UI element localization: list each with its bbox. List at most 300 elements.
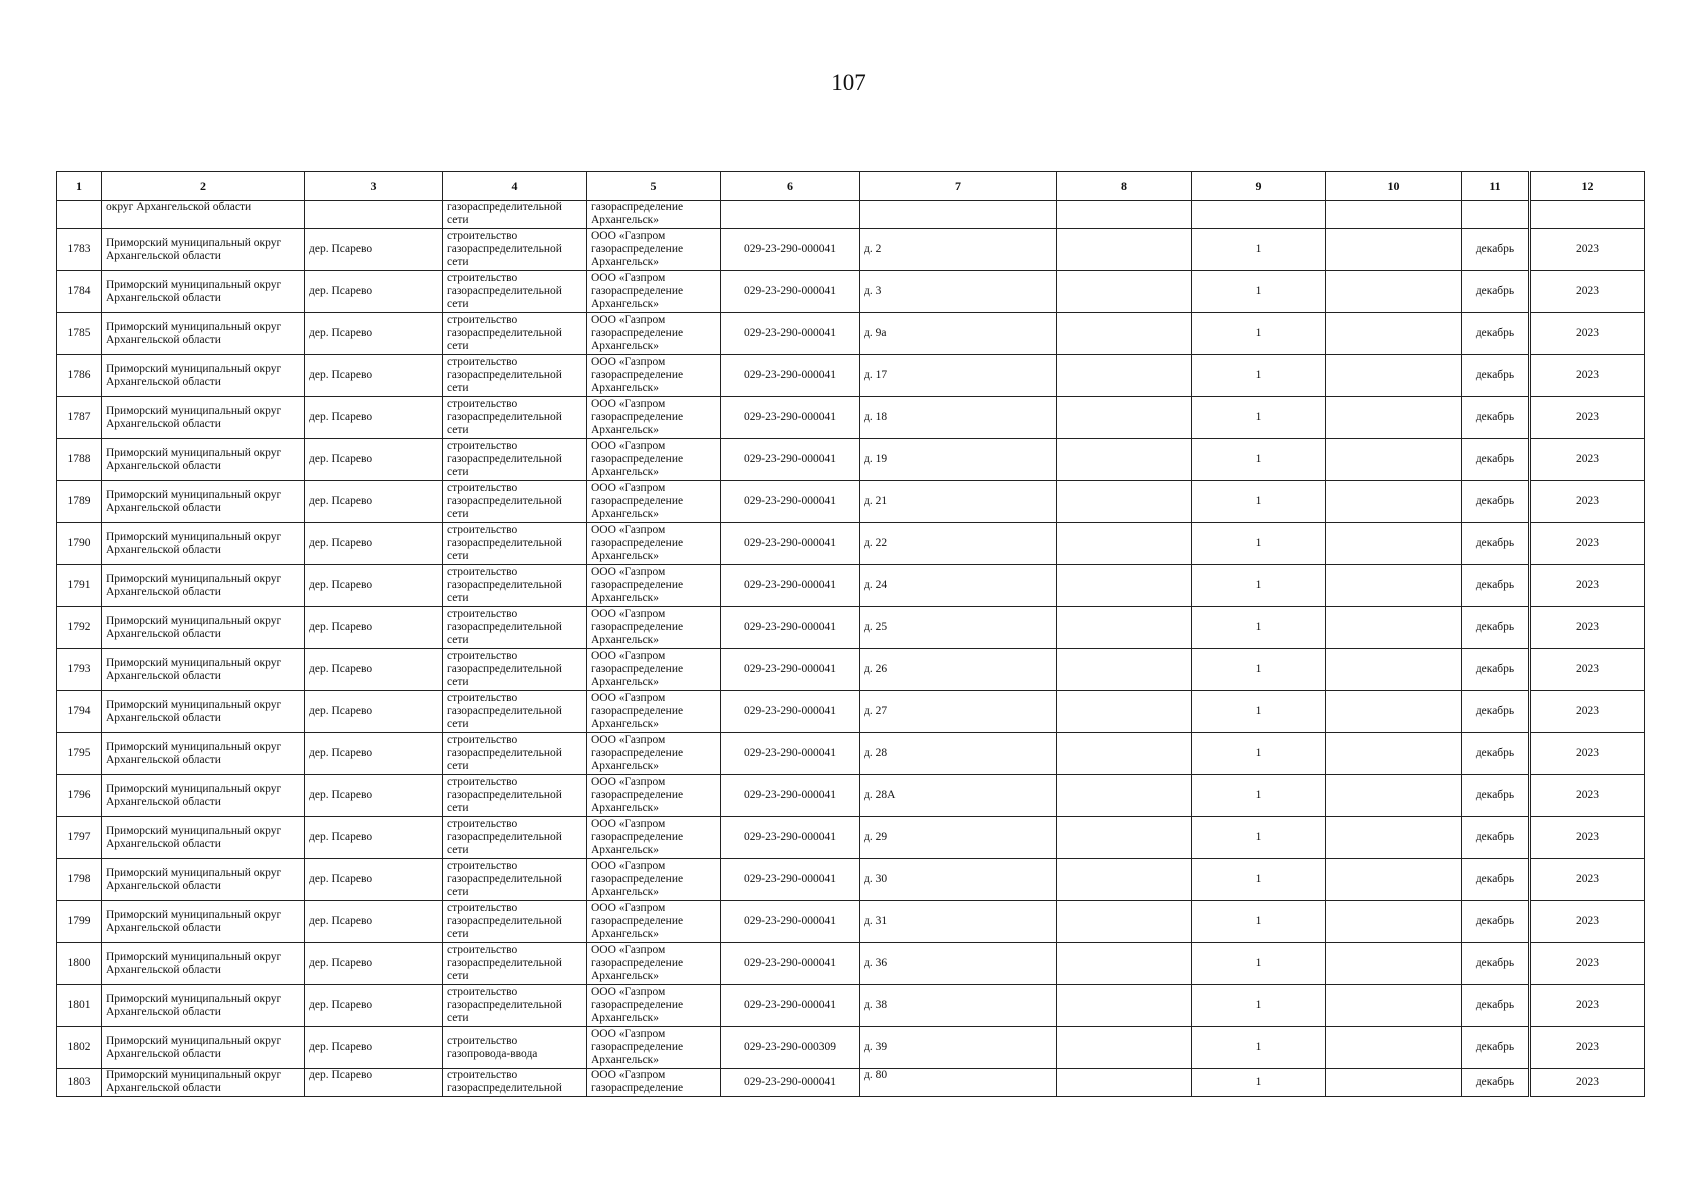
table-cell: строительство газораспределительной bbox=[443, 1069, 587, 1097]
table-row bbox=[57, 607, 1645, 649]
table-cell: ООО «Газпром газораспределение Архангельск» bbox=[587, 439, 721, 481]
table-cell: 1784 bbox=[57, 271, 102, 313]
table-cell: ООО «Газпром газораспределение Архангельск» bbox=[587, 355, 721, 397]
table-cell: декабрь bbox=[1462, 817, 1530, 859]
table-cell: декабрь bbox=[1462, 313, 1530, 355]
table-cell: Приморский муниципальный округ Архангельской области bbox=[102, 733, 305, 775]
table-cell bbox=[1326, 943, 1462, 985]
table-cell: 029-23-290-000041 bbox=[721, 271, 860, 313]
table-cell: д. 80 bbox=[860, 1069, 1057, 1097]
table-cell: строительство газораспределительной сети bbox=[443, 313, 587, 355]
table-row bbox=[57, 229, 1645, 271]
table-cell: строительство газораспределительной сети bbox=[443, 733, 587, 775]
table-cell: д. 3 bbox=[860, 271, 1057, 313]
table-cell: Приморский муниципальный округ Архангельской области bbox=[102, 523, 305, 565]
table-cell bbox=[1057, 481, 1192, 523]
table-cell: Приморский муниципальный округ Архангельской области bbox=[102, 397, 305, 439]
table-cell bbox=[1192, 201, 1326, 229]
table-cell: 029-23-290-000041 bbox=[721, 859, 860, 901]
table-cell bbox=[1326, 313, 1462, 355]
table-cell: 1792 bbox=[57, 607, 102, 649]
column-header: 12 bbox=[1530, 172, 1645, 201]
table-cell: 1801 bbox=[57, 985, 102, 1027]
table-cell bbox=[1326, 229, 1462, 271]
table-cell: ООО «Газпром газораспределение Архангельск» bbox=[587, 649, 721, 691]
table-row bbox=[57, 1069, 1645, 1097]
table-cell: декабрь bbox=[1462, 481, 1530, 523]
table-cell: ООО «Газпром газораспределение Архангельск» bbox=[587, 943, 721, 985]
table-cell: строительство газораспределительной сети bbox=[443, 775, 587, 817]
table-cell: ООО «Газпром газораспределение Архангельск» bbox=[587, 1027, 721, 1069]
table-row bbox=[57, 733, 1645, 775]
table-cell: декабрь bbox=[1462, 523, 1530, 565]
table-cell: декабрь bbox=[1462, 985, 1530, 1027]
table-cell: ООО «Газпром газораспределение Архангельск» bbox=[587, 397, 721, 439]
table-cell: 1802 bbox=[57, 1027, 102, 1069]
table-cell: 029-23-290-000041 bbox=[721, 313, 860, 355]
table-cell bbox=[1057, 397, 1192, 439]
table-row bbox=[57, 313, 1645, 355]
table-cell: 2023 bbox=[1530, 271, 1645, 313]
column-header: 5 bbox=[587, 172, 721, 201]
table-cell: 1791 bbox=[57, 565, 102, 607]
register-table bbox=[56, 171, 1645, 1097]
table-cell: 1786 bbox=[57, 355, 102, 397]
table-cell: 2023 bbox=[1530, 607, 1645, 649]
table-cell: ООО «Газпром газораспределение bbox=[587, 1069, 721, 1097]
table-cell: ООО «Газпром газораспределение Архангельск» bbox=[587, 775, 721, 817]
table-row bbox=[57, 775, 1645, 817]
table-cell: 2023 bbox=[1530, 817, 1645, 859]
table-cell: строительство газораспределительной сети bbox=[443, 397, 587, 439]
table-cell: 1 bbox=[1192, 313, 1326, 355]
table-cell: ООО «Газпром газораспределение Архангельск» bbox=[587, 229, 721, 271]
table-cell: декабрь bbox=[1462, 859, 1530, 901]
table-cell: д. 36 bbox=[860, 943, 1057, 985]
table-row bbox=[57, 817, 1645, 859]
table-cell: декабрь bbox=[1462, 649, 1530, 691]
table-cell bbox=[1057, 901, 1192, 943]
table-cell: дер. Псарево bbox=[305, 355, 443, 397]
table-cell: 1798 bbox=[57, 859, 102, 901]
table-cell: декабрь bbox=[1462, 355, 1530, 397]
table-row bbox=[57, 481, 1645, 523]
table-cell: газораспределительной сети bbox=[443, 201, 587, 229]
table-cell: д. 25 bbox=[860, 607, 1057, 649]
table-cell: 1793 bbox=[57, 649, 102, 691]
table-cell bbox=[1057, 607, 1192, 649]
table-cell: 1795 bbox=[57, 733, 102, 775]
table-cell: декабрь bbox=[1462, 901, 1530, 943]
table-cell: ООО «Газпром газораспределение Архангельск» bbox=[587, 481, 721, 523]
table-cell: 029-23-290-000041 bbox=[721, 817, 860, 859]
table-cell: 1 bbox=[1192, 271, 1326, 313]
table-cell bbox=[1530, 201, 1645, 229]
table-cell bbox=[1326, 775, 1462, 817]
table-cell: 1 bbox=[1192, 481, 1326, 523]
table-cell: д. 2 bbox=[860, 229, 1057, 271]
table-cell bbox=[1326, 523, 1462, 565]
table-cell: 2023 bbox=[1530, 901, 1645, 943]
table-cell: строительство газораспределительной сети bbox=[443, 481, 587, 523]
table-cell: ООО «Газпром газораспределение Архангельск» bbox=[587, 859, 721, 901]
table-row bbox=[57, 397, 1645, 439]
column-header: 9 bbox=[1192, 172, 1326, 201]
table-cell: 029-23-290-000041 bbox=[721, 943, 860, 985]
table-cell: 1 bbox=[1192, 355, 1326, 397]
table-cell: д. 28 bbox=[860, 733, 1057, 775]
table-cell: 1789 bbox=[57, 481, 102, 523]
table-cell: строительство газораспределительной сети bbox=[443, 649, 587, 691]
table-cell bbox=[1326, 1069, 1462, 1097]
table-cell: 1 bbox=[1192, 1069, 1326, 1097]
table-cell: декабрь bbox=[1462, 775, 1530, 817]
table-cell bbox=[1326, 1027, 1462, 1069]
table-cell: ООО «Газпром газораспределение Архангельск» bbox=[587, 607, 721, 649]
table-cell bbox=[1057, 775, 1192, 817]
table-cell: газораспределение Архангельск» bbox=[587, 201, 721, 229]
table-cell: дер. Псарево bbox=[305, 1027, 443, 1069]
table-cell: Приморский муниципальный округ Архангельской области bbox=[102, 313, 305, 355]
table-row bbox=[57, 649, 1645, 691]
table-cell: 1 bbox=[1192, 397, 1326, 439]
table-cell: ООО «Газпром газораспределение Архангельск» bbox=[587, 985, 721, 1027]
table-cell bbox=[1057, 943, 1192, 985]
table-cell bbox=[1326, 691, 1462, 733]
table-cell: строительство газораспределительной сети bbox=[443, 607, 587, 649]
table-row bbox=[57, 523, 1645, 565]
table-cell bbox=[1057, 1069, 1192, 1097]
column-header: 6 bbox=[721, 172, 860, 201]
table-cell: д. 28А bbox=[860, 775, 1057, 817]
table-cell: дер. Псарево bbox=[305, 607, 443, 649]
table-cell: Приморский муниципальный округ Архангельской области bbox=[102, 1069, 305, 1097]
table-cell bbox=[1326, 817, 1462, 859]
table-cell: ООО «Газпром газораспределение Архангельск» bbox=[587, 565, 721, 607]
table-cell: 029-23-290-000041 bbox=[721, 649, 860, 691]
table-cell bbox=[1057, 565, 1192, 607]
table-cell: 1783 bbox=[57, 229, 102, 271]
header-row bbox=[57, 172, 1645, 201]
table-cell: строительство газораспределительной сети bbox=[443, 817, 587, 859]
table-cell: дер. Псарево bbox=[305, 523, 443, 565]
table-cell: 2023 bbox=[1530, 943, 1645, 985]
table-cell: дер. Псарево bbox=[305, 733, 443, 775]
table-cell: 1800 bbox=[57, 943, 102, 985]
table-cell: дер. Псарево bbox=[305, 229, 443, 271]
table-cell: д. 27 bbox=[860, 691, 1057, 733]
table-cell: 1 bbox=[1192, 439, 1326, 481]
table-cell: дер. Псарево bbox=[305, 775, 443, 817]
table-cell: д. 21 bbox=[860, 481, 1057, 523]
table-cell: д. 38 bbox=[860, 985, 1057, 1027]
table-cell bbox=[1326, 271, 1462, 313]
table-cell: Приморский муниципальный округ Архангельской области bbox=[102, 565, 305, 607]
table-cell: 1794 bbox=[57, 691, 102, 733]
table-cell: Приморский муниципальный округ Архангельской области bbox=[102, 691, 305, 733]
table-cell: 2023 bbox=[1530, 523, 1645, 565]
table-cell: 1797 bbox=[57, 817, 102, 859]
table-cell: 2023 bbox=[1530, 691, 1645, 733]
table-cell: д. 29 bbox=[860, 817, 1057, 859]
table-cell: строительство газораспределительной сети bbox=[443, 229, 587, 271]
table-cell: д. 26 bbox=[860, 649, 1057, 691]
table-cell: дер. Псарево bbox=[305, 397, 443, 439]
table-cell: Приморский муниципальный округ Архангельской области bbox=[102, 439, 305, 481]
table-cell: 2023 bbox=[1530, 313, 1645, 355]
table-row bbox=[57, 565, 1645, 607]
table-row bbox=[57, 271, 1645, 313]
table-cell bbox=[1326, 481, 1462, 523]
table-cell: 029-23-290-000041 bbox=[721, 901, 860, 943]
table-cell: 1 bbox=[1192, 985, 1326, 1027]
table-cell bbox=[721, 201, 860, 229]
table-cell: декабрь bbox=[1462, 271, 1530, 313]
table-cell bbox=[1057, 201, 1192, 229]
table-cell: 029-23-290-000041 bbox=[721, 775, 860, 817]
table-cell: Приморский муниципальный округ Архангельской области bbox=[102, 1027, 305, 1069]
table-cell: строительство газораспределительной сети bbox=[443, 565, 587, 607]
table-cell bbox=[1057, 271, 1192, 313]
table-cell: Приморский муниципальный округ Архангельской области bbox=[102, 229, 305, 271]
table-cell bbox=[1462, 201, 1530, 229]
table-cell: д. 22 bbox=[860, 523, 1057, 565]
table-cell: 029-23-290-000041 bbox=[721, 607, 860, 649]
table-cell: ООО «Газпром газораспределение Архангельск» bbox=[587, 691, 721, 733]
table-cell: декабрь bbox=[1462, 1027, 1530, 1069]
table-cell: 1796 bbox=[57, 775, 102, 817]
table-cell: дер. Псарево bbox=[305, 565, 443, 607]
table-cell: Приморский муниципальный округ Архангельской области bbox=[102, 607, 305, 649]
table-cell: 2023 bbox=[1530, 565, 1645, 607]
table-cell: 2023 bbox=[1530, 481, 1645, 523]
table-cell: дер. Псарево bbox=[305, 943, 443, 985]
table-cell: ООО «Газпром газораспределение Архангельск» bbox=[587, 901, 721, 943]
table-cell: д. 17 bbox=[860, 355, 1057, 397]
table-row bbox=[57, 901, 1645, 943]
table-cell: 1 bbox=[1192, 733, 1326, 775]
table-cell bbox=[1326, 565, 1462, 607]
table-cell: дер. Псарево bbox=[305, 271, 443, 313]
table-cell: 1 bbox=[1192, 1027, 1326, 1069]
table-cell bbox=[1057, 733, 1192, 775]
table-cell: д. 18 bbox=[860, 397, 1057, 439]
table-cell: д. 30 bbox=[860, 859, 1057, 901]
table-cell: 1790 bbox=[57, 523, 102, 565]
table-cell: декабрь bbox=[1462, 397, 1530, 439]
table-cell: 1 bbox=[1192, 859, 1326, 901]
table-cell: дер. Псарево bbox=[305, 313, 443, 355]
table-cell: 2023 bbox=[1530, 985, 1645, 1027]
table-cell bbox=[1057, 313, 1192, 355]
table-cell: дер. Псарево bbox=[305, 649, 443, 691]
table-cell: 2023 bbox=[1530, 355, 1645, 397]
table-cell: д. 19 bbox=[860, 439, 1057, 481]
table-cell: д. 24 bbox=[860, 565, 1057, 607]
table-row bbox=[57, 985, 1645, 1027]
table-cell bbox=[1057, 523, 1192, 565]
table-cell bbox=[1057, 439, 1192, 481]
column-header: 2 bbox=[102, 172, 305, 201]
table-cell: 1 bbox=[1192, 817, 1326, 859]
table-cell: 029-23-290-000041 bbox=[721, 397, 860, 439]
table-cell: 2023 bbox=[1530, 1027, 1645, 1069]
table-cell: 2023 bbox=[1530, 439, 1645, 481]
table-cell: 1785 bbox=[57, 313, 102, 355]
table-cell bbox=[1326, 607, 1462, 649]
table-cell bbox=[1326, 859, 1462, 901]
table-cell: строительство газораспределительной сети bbox=[443, 691, 587, 733]
table-cell: строительство газораспределительной сети bbox=[443, 271, 587, 313]
table-cell: строительство газораспределительной сети bbox=[443, 439, 587, 481]
table-cell bbox=[1326, 201, 1462, 229]
table-cell: 029-23-290-000041 bbox=[721, 733, 860, 775]
table-cell: декабрь bbox=[1462, 607, 1530, 649]
table-cell: дер. Псарево bbox=[305, 859, 443, 901]
table-cell: 029-23-290-000041 bbox=[721, 229, 860, 271]
table-cell bbox=[1057, 229, 1192, 271]
table-cell: 1 bbox=[1192, 607, 1326, 649]
column-header: 4 bbox=[443, 172, 587, 201]
table-cell: декабрь bbox=[1462, 1069, 1530, 1097]
table-cell: дер. Псарево bbox=[305, 481, 443, 523]
table-cell: 1803 bbox=[57, 1069, 102, 1097]
table-cell: дер. Псарево bbox=[305, 1069, 443, 1097]
table-cell: 2023 bbox=[1530, 775, 1645, 817]
table-cell: Приморский муниципальный округ Архангельской области bbox=[102, 271, 305, 313]
table-cell: строительство газораспределительной сети bbox=[443, 523, 587, 565]
table-cell: 1 bbox=[1192, 649, 1326, 691]
table-cell: Приморский муниципальный округ Архангельской области bbox=[102, 355, 305, 397]
page-number: 107 bbox=[831, 70, 866, 95]
table-cell: дер. Псарево bbox=[305, 691, 443, 733]
table-cell bbox=[1326, 439, 1462, 481]
column-header: 1 bbox=[57, 172, 102, 201]
table-cell: 2023 bbox=[1530, 649, 1645, 691]
table-cell: декабрь bbox=[1462, 943, 1530, 985]
table-cell bbox=[1057, 859, 1192, 901]
table-cell: Приморский муниципальный округ Архангельской области bbox=[102, 775, 305, 817]
table-cell bbox=[1326, 733, 1462, 775]
table-cell: 029-23-290-000041 bbox=[721, 523, 860, 565]
table-cell: декабрь bbox=[1462, 691, 1530, 733]
column-header: 3 bbox=[305, 172, 443, 201]
table-cell: 1788 bbox=[57, 439, 102, 481]
table-cell bbox=[305, 201, 443, 229]
table-cell: строительство газораспределительной сети bbox=[443, 901, 587, 943]
table-cell: Приморский муниципальный округ Архангельской области bbox=[102, 649, 305, 691]
table-cell bbox=[1057, 691, 1192, 733]
table-cell: 1 bbox=[1192, 229, 1326, 271]
table-cell: Приморский муниципальный округ Архангельской области bbox=[102, 985, 305, 1027]
table-cell: Приморский муниципальный округ Архангельской области bbox=[102, 481, 305, 523]
table-cell: дер. Псарево bbox=[305, 439, 443, 481]
table-cell: ООО «Газпром газораспределение Архангельск» bbox=[587, 523, 721, 565]
table-row bbox=[57, 859, 1645, 901]
table-cell: 029-23-290-000041 bbox=[721, 985, 860, 1027]
table-cell: 1799 bbox=[57, 901, 102, 943]
table-cell: округ Архангельской области bbox=[102, 201, 305, 229]
table-cell: 1787 bbox=[57, 397, 102, 439]
column-header: 7 bbox=[860, 172, 1057, 201]
table-row bbox=[57, 691, 1645, 733]
table-cell: 1 bbox=[1192, 691, 1326, 733]
table-cell: Приморский муниципальный округ Архангельской области bbox=[102, 943, 305, 985]
table-row bbox=[57, 355, 1645, 397]
table-cell: д. 39 bbox=[860, 1027, 1057, 1069]
column-header: 10 bbox=[1326, 172, 1462, 201]
table-cell: декабрь bbox=[1462, 439, 1530, 481]
table-cell: 029-23-290-000041 bbox=[721, 1069, 860, 1097]
table-cell: Приморский муниципальный округ Архангельской области bbox=[102, 859, 305, 901]
table-cell: 2023 bbox=[1530, 859, 1645, 901]
table-cell: дер. Псарево bbox=[305, 817, 443, 859]
table-cell: 2023 bbox=[1530, 397, 1645, 439]
table-cell: строительство газораспределительной сети bbox=[443, 985, 587, 1027]
table-cell: д. 9а bbox=[860, 313, 1057, 355]
table-cell: 1 bbox=[1192, 565, 1326, 607]
table-row bbox=[57, 1027, 1645, 1069]
table-cell: д. 31 bbox=[860, 901, 1057, 943]
table-cell: 029-23-290-000041 bbox=[721, 691, 860, 733]
table-cell: 1 bbox=[1192, 943, 1326, 985]
table-cell: строительство газораспределительной сети bbox=[443, 859, 587, 901]
table-cell: строительство газораспределительной сети bbox=[443, 355, 587, 397]
table-cell: ООО «Газпром газораспределение Архангельск» bbox=[587, 271, 721, 313]
table-cell: ООО «Газпром газораспределение Архангельск» bbox=[587, 733, 721, 775]
table-cell: ООО «Газпром газораспределение Архангельск» bbox=[587, 817, 721, 859]
table-cell: 1 bbox=[1192, 775, 1326, 817]
table-cell bbox=[1057, 355, 1192, 397]
table-cell: дер. Псарево bbox=[305, 901, 443, 943]
table-row bbox=[57, 439, 1645, 481]
table-cell: ООО «Газпром газораспределение Архангельск» bbox=[587, 313, 721, 355]
table-cell bbox=[1326, 985, 1462, 1027]
table-cell: 029-23-290-000041 bbox=[721, 355, 860, 397]
table-cell bbox=[1057, 1027, 1192, 1069]
table-cell: 2023 bbox=[1530, 1069, 1645, 1097]
table-cell bbox=[860, 201, 1057, 229]
table-cell bbox=[1057, 817, 1192, 859]
table-cell: строительство газораспределительной сети bbox=[443, 943, 587, 985]
table-cell: 029-23-290-000041 bbox=[721, 565, 860, 607]
table-cell: дер. Псарево bbox=[305, 985, 443, 1027]
table-cell bbox=[57, 201, 102, 229]
table-cell: декабрь bbox=[1462, 733, 1530, 775]
table-cell: 1 bbox=[1192, 523, 1326, 565]
table-cell: Приморский муниципальный округ Архангельской области bbox=[102, 901, 305, 943]
table-cell bbox=[1326, 901, 1462, 943]
table-cell: декабрь bbox=[1462, 229, 1530, 271]
continuation-row bbox=[57, 201, 1645, 229]
table-cell: строительство газопровода-ввода bbox=[443, 1027, 587, 1069]
table-cell: декабрь bbox=[1462, 565, 1530, 607]
table-cell bbox=[1057, 649, 1192, 691]
table-cell: 029-23-290-000309 bbox=[721, 1027, 860, 1069]
table-cell bbox=[1326, 397, 1462, 439]
table-cell: 029-23-290-000041 bbox=[721, 481, 860, 523]
table-cell: Приморский муниципальный округ Архангельской области bbox=[102, 817, 305, 859]
table-cell: 2023 bbox=[1530, 733, 1645, 775]
table-row bbox=[57, 943, 1645, 985]
table-cell: 1 bbox=[1192, 901, 1326, 943]
table-cell: 029-23-290-000041 bbox=[721, 439, 860, 481]
table-cell bbox=[1326, 649, 1462, 691]
column-header: 8 bbox=[1057, 172, 1192, 201]
table-cell bbox=[1326, 355, 1462, 397]
column-header: 11 bbox=[1462, 172, 1530, 201]
table-cell: 2023 bbox=[1530, 229, 1645, 271]
